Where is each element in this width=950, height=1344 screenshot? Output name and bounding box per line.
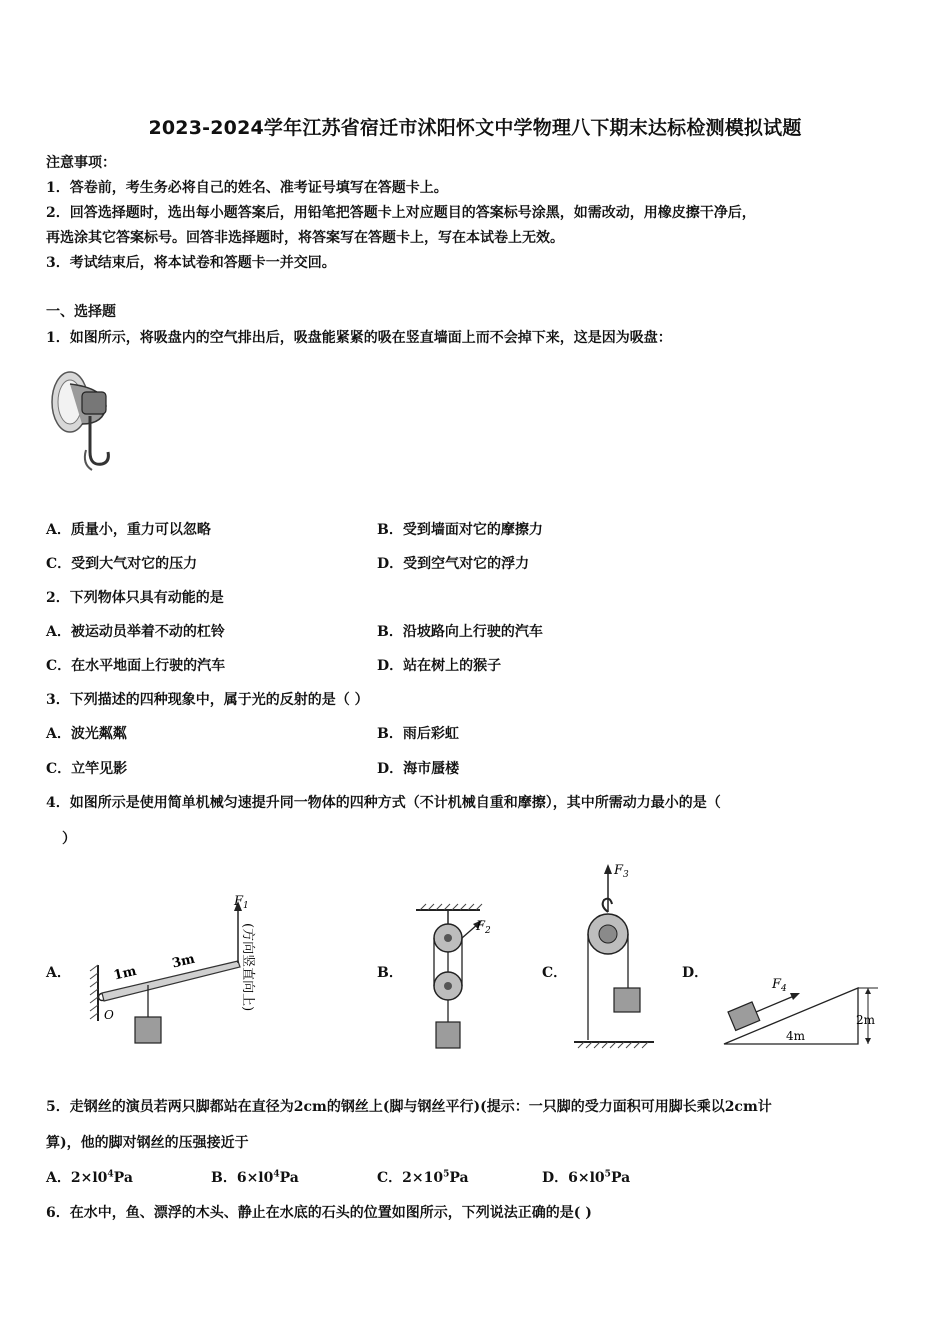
option: A．质量小，重力可以忽略 <box>46 522 211 538</box>
inclined-plane-figure <box>718 972 888 1056</box>
option: B．受到墙面对它的摩擦力 <box>377 522 543 538</box>
notice-heading: 注意事项： <box>46 155 116 171</box>
notice-item: 再选涂其它答案标号。回答非选择题时，将答案写在答题卡上，写在本试卷上无效。 <box>46 230 564 246</box>
force-label: $F_3$ <box>614 863 629 880</box>
option: D．受到空气对它的浮力 <box>377 556 530 572</box>
figure-label: D． <box>682 965 709 981</box>
height-label: 2m <box>856 1013 876 1027</box>
pivot-label: O <box>104 1008 114 1022</box>
question-3-stem: 3．下列描述的四种现象中，属于光的反射的是（ ） <box>46 692 369 708</box>
option: B．沿坡路向上行驶的汽车 <box>377 624 543 640</box>
option: B．雨后彩虹 <box>377 726 459 742</box>
question-4-stem-end: ） <box>62 831 76 847</box>
figure-label: B． <box>377 965 403 981</box>
question-6-stem: 6．在水中，鱼、漂浮的木头、静止在水底的石头的位置如图所示，下列说法正确的是( ) <box>46 1205 592 1221</box>
option: A．$2\times l0^4Pa$ <box>46 1169 133 1186</box>
length-label-3m: 3m <box>170 951 197 972</box>
length-label: 4m <box>786 1029 806 1043</box>
length-label-1m: 1m <box>112 963 138 984</box>
option: D．$6\times l0^5Pa$ <box>542 1169 631 1186</box>
notice-item: 3．考试结束后，将本试卷和答题卡一并交回。 <box>46 255 336 271</box>
section-heading: 一、选择题 <box>46 304 116 320</box>
page-title: 2023-2024学年江苏省宿迁市沭阳怀文中学物理八下期末达标检测模拟试题 <box>148 117 802 139</box>
option: D．海市蜃楼 <box>377 761 460 777</box>
force-label: $F_2$ <box>476 919 491 936</box>
option: C．受到大气对它的压力 <box>46 556 198 572</box>
option: C．立竿见影 <box>46 761 128 777</box>
force-label: $F_4$ <box>772 977 787 994</box>
option: C．在水平地面上行驶的汽车 <box>46 658 226 674</box>
movable-pulley-figure <box>570 858 660 1058</box>
option: C．$2\times 10^5Pa$ <box>377 1169 469 1186</box>
question-2-stem: 2．下列物体只具有动能的是 <box>46 590 224 606</box>
suction-cup-figure <box>46 366 118 482</box>
lever-figure <box>86 885 266 1059</box>
question-4-stem: 4．如图所示是使用简单机械匀速提升同一物体的四种方式（不计机械自重和摩擦），其中所需动力最小的是（ <box>46 795 721 811</box>
option: A．被运动员举着不动的杠铃 <box>46 624 225 640</box>
option: D．站在树上的猴子 <box>377 658 502 674</box>
question-1-stem: 1．如图所示，将吸盘内的空气排出后，吸盘能紧紧的吸在竖直墙面上而不会掉下来，这是因为吸盘： <box>46 330 672 346</box>
figure-label: A． <box>46 965 71 981</box>
option: A．波光粼粼 <box>46 726 127 742</box>
question-5-stem: 5．走钢丝的演员若两只脚都站在直径为2cm的钢丝上(脚与钢丝平行)(提示：一只脚的受力面积可用脚长乘以2cm计 <box>46 1099 772 1115</box>
question-5-stem-cont: 算)，他的脚对钢丝的压强接近于 <box>46 1135 249 1151</box>
figure-label: C． <box>542 965 568 981</box>
force-direction-note: (方向竖直向上) <box>240 923 255 1012</box>
option: B．$6\times l0^4Pa$ <box>211 1169 299 1186</box>
notice-item: 1．答卷前，考生务必将自己的姓名、准考证号填写在答题卡上。 <box>46 180 448 196</box>
force-label: $F_1$ <box>234 894 249 911</box>
notice-item: 2．回答选择题时，选出每小题答案后，用铅笔把答题卡上对应题目的答案标号涂黑，如需改动，用橡皮擦干净后， <box>46 205 756 221</box>
pulley-block-figure <box>412 900 502 1059</box>
